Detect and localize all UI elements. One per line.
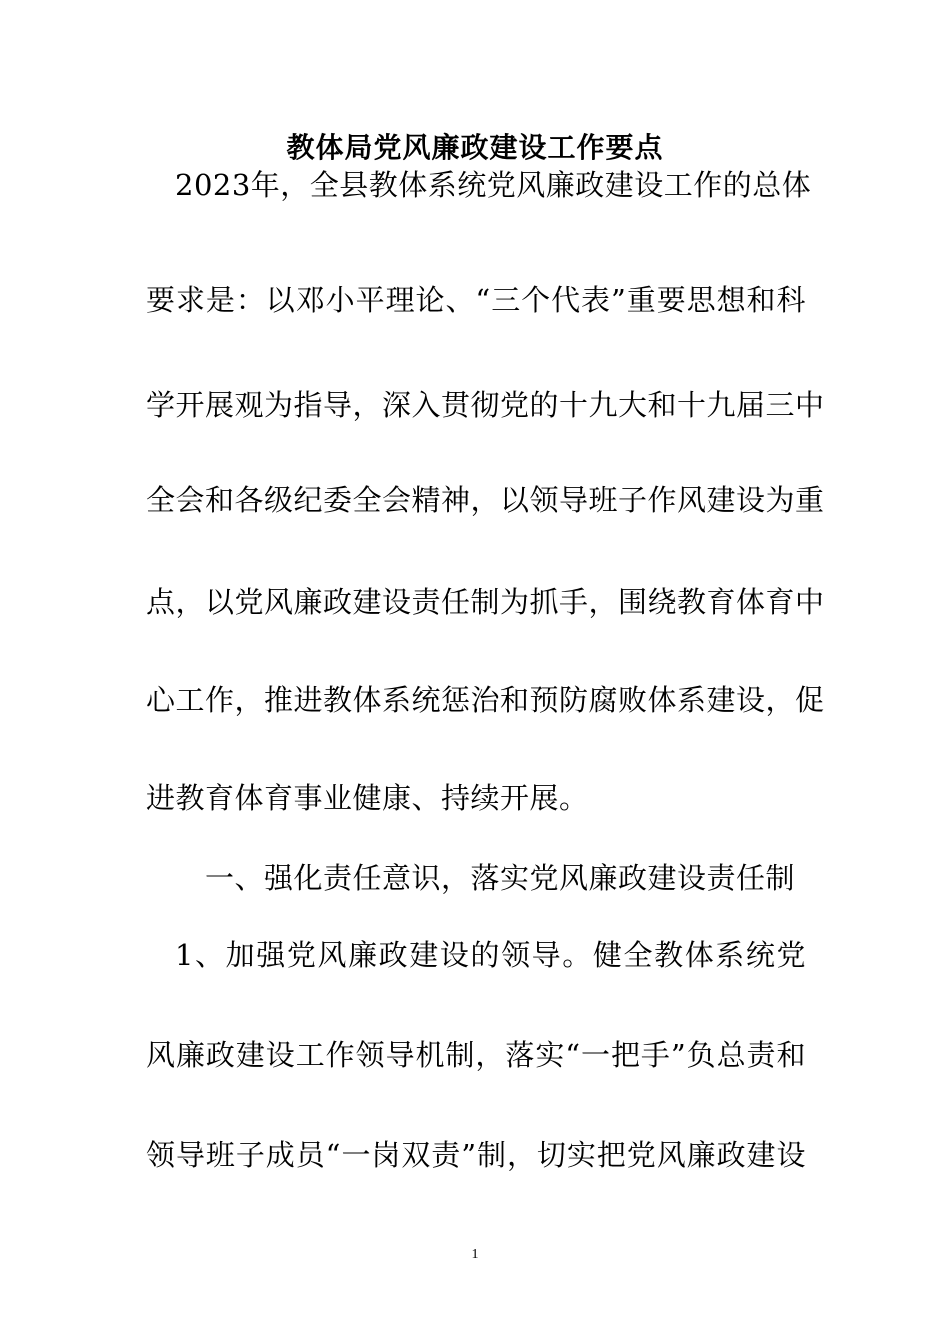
paragraph-line: 要求是：以邓小平理论、“三个代表”重要思想和科 <box>146 283 806 317</box>
document-title: 教体局党风廉政建设工作要点 <box>286 131 664 164</box>
paragraph-line: 学开展观为指导，深入贯彻党的十九大和十九届三中 <box>146 388 825 422</box>
paragraph-line: 点，以党风廉政建设责任制为抓手，围绕教育体育中 <box>146 585 825 619</box>
page-number: 1 <box>471 1247 479 1262</box>
paragraph-line: 领导班子成员“一岗双责”制，切实把党风廉政建设 <box>146 1138 806 1172</box>
paragraph-line: 1、加强党风廉政建设的领导。健全教体系统党 <box>175 938 806 972</box>
section-heading: 一、强化责任意识，落实党风廉政建设责任制 <box>205 861 796 895</box>
paragraph-line: 2023年，全县教体系统党风廉政建设工作的总体 <box>175 168 812 202</box>
paragraph-line: 风廉政建设工作领导机制，落实“一把手”负总责和 <box>146 1038 806 1072</box>
paragraph-line: 心工作，推进教体系统惩治和预防腐败体系建设，促 <box>146 683 825 717</box>
paragraph-line: 全会和各级纪委全会精神，以领导班子作风建设为重 <box>146 483 825 517</box>
paragraph-line: 进教育体育事业健康、持续开展。 <box>146 781 589 815</box>
